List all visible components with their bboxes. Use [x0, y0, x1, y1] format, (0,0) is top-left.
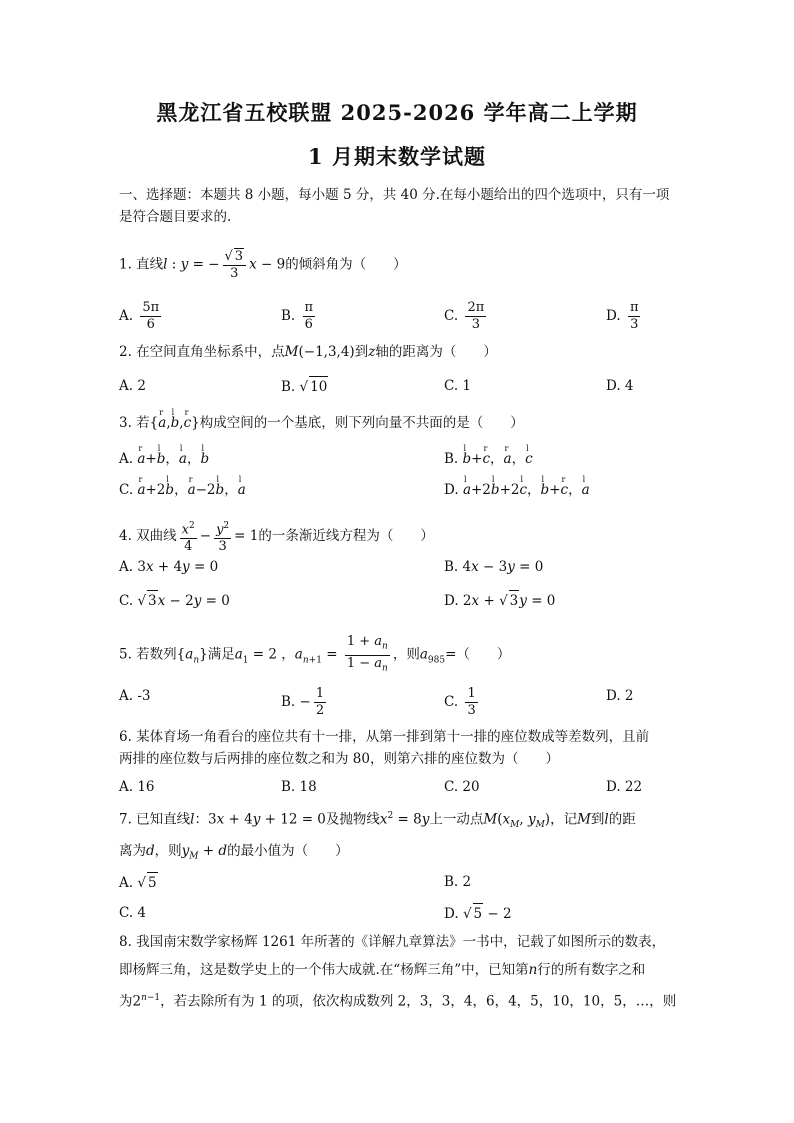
q4-option-d: D. 2x + √ 3y = 0 [444, 590, 555, 611]
q7-option-a: A. √ 5 [119, 872, 158, 893]
exam-title-line1: 黑龙江省五校联盟 2025-2026 学年高二上学期 [156, 100, 638, 125]
q3-option-b: B. l b+r c，r a，l c [444, 449, 533, 469]
q6-option-c: C. 20 [444, 779, 480, 795]
question-8-line1: 8. 我国南宋数学家杨辉 1261 年所著的《详解九章算法》一书中，记载了如图所示的数表， [119, 934, 666, 950]
q7-option-d: D. √ 5 − 2 [444, 903, 512, 924]
exam-title-line2: 1 月期末数学试题 [308, 144, 486, 169]
q1-option-d: D. $\frac{\pi}{3}$ [606, 300, 639, 332]
q1-option-b: B. $\frac{\pi}{6}$ [281, 300, 314, 332]
question-7-line2: 离为d，则$y_M + d$的最小值为（ ） [119, 843, 349, 862]
question-2-stem: 2. 在空间直角坐标系中，点M(−1,3,4)到z轴的距离为（ ） [119, 344, 497, 360]
q3-option-d: D. l a+2l b+2l c，l b+r c，l a [444, 480, 590, 500]
q5-option-c: C. $\frac{1}{3}$ [444, 686, 476, 718]
section-heading-line2: 是符合题目要求的. [119, 209, 232, 225]
question-8-line3: 为$2^{n-1}$，若去除所有为 1 的项，依次构成数列 2，3，3，4，6，4，5，10，10，5，…，则 [119, 993, 677, 1010]
q1-option-a: A. $\frac{5\pi}{6}$ [119, 300, 160, 332]
question-5-stem: 5. 若数列$\{a_n\}$满足$a_1 = 2$ ，$a_{n+1}$ = $\frac{1 + a_n}{1 - a_n}$ ，则$a_{985}=$（ ） [119, 634, 511, 674]
q2-option-b: B. √ 10 [281, 376, 328, 397]
q4-option-c: C. √ 3x − 2y = 0 [119, 590, 230, 611]
q6-option-b: B. 18 [281, 779, 317, 795]
question-7-line1: 7. 已知直线l：3x + 4y + 12 = 0及抛物线$x^2 = 8y$上一动点$M(x_M$, $y_M$)，记M到l的距 [119, 811, 636, 831]
q4-option-b: B. 4x − 3y = 0 [444, 559, 544, 575]
q1-option-c: C. $\frac{2\pi}{3}$ [444, 300, 485, 332]
q4-option-a: A. 3x + 4y = 0 [119, 559, 219, 575]
q5-option-a: A. -3 [119, 688, 151, 704]
question-6-line1: 6. 某体育场一角看台的座位共有十一排，从第一排到第十一排的座位数成等差数列，且前 [119, 729, 650, 745]
question-8-line2: 即杨辉三角，这是数学史上的一个伟大成就.在“杨辉三角”中，已知第n行的所有数字之和 [119, 962, 646, 978]
q5-option-d: D. 2 [606, 688, 634, 704]
question-6-line2: 两排的座位数与后两排的座位数之和为 80，则第六排的座位数为（ ） [119, 751, 559, 767]
q5-option-b: B. − $\frac{1}{2}$ [281, 686, 325, 718]
q7-option-c: C. 4 [119, 905, 147, 921]
question-3-stem: 3. 若{r a,l b,r c}构成空间的一个基底，则下列向量不共面的是（ ） [119, 413, 524, 433]
q2-option-a: A. 2 [119, 378, 146, 394]
q2-option-c: C. 1 [444, 378, 472, 394]
q3-option-c: C. r a+2l b，r a−2l b，l a [119, 480, 246, 500]
q7-option-b: B. 2 [444, 874, 472, 890]
q3-option-a: A. r a+l b，l a，l b [119, 449, 209, 469]
question-4-stem: 4. 双曲线 $\frac{x^2}{4}$ − $\frac{y^2}{3}$ = 1的一条渐近线方程为（ ） [119, 518, 434, 555]
q6-option-d: D. 22 [606, 779, 643, 795]
question-1-stem: 1. 直线l : y = − $\frac{√ 3}{3}$ x − 9的倾斜角为（ ） [119, 249, 407, 281]
q6-option-a: A. 16 [119, 779, 155, 795]
section-heading-line1: 一、选择题：本题共 8 小题，每小题 5 分，共 40 分.在每小题给出的四个选项中，只有一项 [119, 187, 670, 203]
q2-option-d: D. 4 [606, 378, 634, 394]
